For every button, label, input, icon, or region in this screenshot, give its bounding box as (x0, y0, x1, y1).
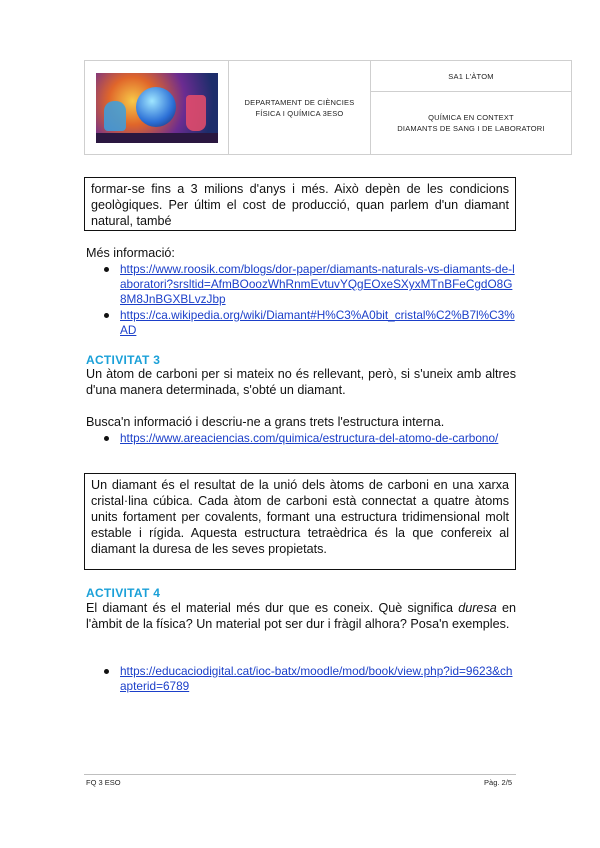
question-text: en l'àmbit de la física? Un material pot ser dur i fràgil alhora? Posa'n exemples. (86, 601, 516, 631)
activity-4-links (86, 664, 516, 695)
activity-4-question (86, 600, 516, 632)
page-header (84, 60, 572, 155)
activity-3-answer-box (84, 473, 516, 570)
topic-cell (371, 92, 572, 155)
department-name: DEPARTAMENT DE CIÈNCIES (244, 97, 355, 107)
activity-3-intro: Un àtom de carboni per si mateix no és rellevant, però, si s'uneix amb altres d'una manera determinada, s'obté un diamant. (86, 367, 516, 397)
page-footer (84, 774, 516, 787)
activity-4-heading: ACTIVITAT 4 (86, 586, 161, 600)
course-name: FÍSICA I QUÍMICA 3ESO (255, 108, 344, 118)
list-item (86, 664, 516, 694)
answer-box-continued (84, 177, 516, 231)
link-areaciencias[interactable]: https://www.areaciencias.com/quimica/estructura-del-atomo-de-carbono/ (120, 431, 499, 445)
link-educaciodigital[interactable]: https://educaciodigital.cat/ioc-batx/moodle/mod/book/view.php?id=9623&chapterid=6789 (120, 664, 513, 693)
activity-3-question: Busca'n informació i descriu-ne a grans trets l'estructura interna. (86, 415, 445, 429)
bullet-icon (104, 436, 109, 441)
bullet-icon (104, 313, 109, 318)
list-item (86, 262, 516, 307)
page-number: Pàg. 2/5 (484, 778, 512, 787)
answer-text: formar-se fins a 3 milions d'anys i més. Això depèn de les condicions geològiques. Per últim el cost de producció, quan parlem d'un diamant natural, també (91, 182, 509, 228)
topic-subtitle: DIAMANTS DE SANG I DE LABORATORI (397, 124, 545, 133)
footer-course: FQ 3 ESO (86, 778, 121, 787)
more-info-label: Més informació: (86, 246, 175, 260)
logo-cell (85, 61, 229, 155)
list-item (86, 308, 516, 338)
bullet-icon (104, 267, 109, 272)
question-emphasis: duresa (458, 601, 497, 615)
link-roosik[interactable]: https://www.roosik.com/blogs/dor-paper/diamants-naturals-vs-diamants-de-laboratori?srsltid=AfmBOoozWhRnmEvtuvYQgEOxeSXyxMTnBFeCgdO8G8M8JnBGXBLvzJbp (120, 262, 515, 306)
link-wikipedia-diamant[interactable]: https://ca.wikipedia.org/wiki/Diamant#H%C3%A0bit_cristal%C2%B7l%C3%AD (120, 308, 515, 337)
activity-3-heading: ACTIVITAT 3 (86, 353, 161, 367)
more-info-links (86, 262, 516, 339)
department-cell (229, 61, 371, 155)
topic-title: QUÍMICA EN CONTEXT (428, 113, 514, 122)
unit-title: SA1 L'ÀTOM (371, 61, 572, 92)
list-item (86, 431, 516, 446)
activity-3-links (86, 431, 516, 447)
chemistry-illustration-image (96, 73, 218, 143)
answer-text: Un diamant és el resultat de la unió dels àtoms de carboni en una xarxa cristal·lina cúbica. Cada àtom de carboni està connectat a quatre àtoms units fortament per covalents, formant una estructura tridimensional molt estable i rígida. Aquesta estructura tetraèdrica és la que confereix al diamant la duresa de les seves propietats. (91, 478, 509, 556)
question-text: El diamant és el material més dur que es coneix. Què significa (86, 601, 459, 615)
bullet-icon (104, 669, 109, 674)
